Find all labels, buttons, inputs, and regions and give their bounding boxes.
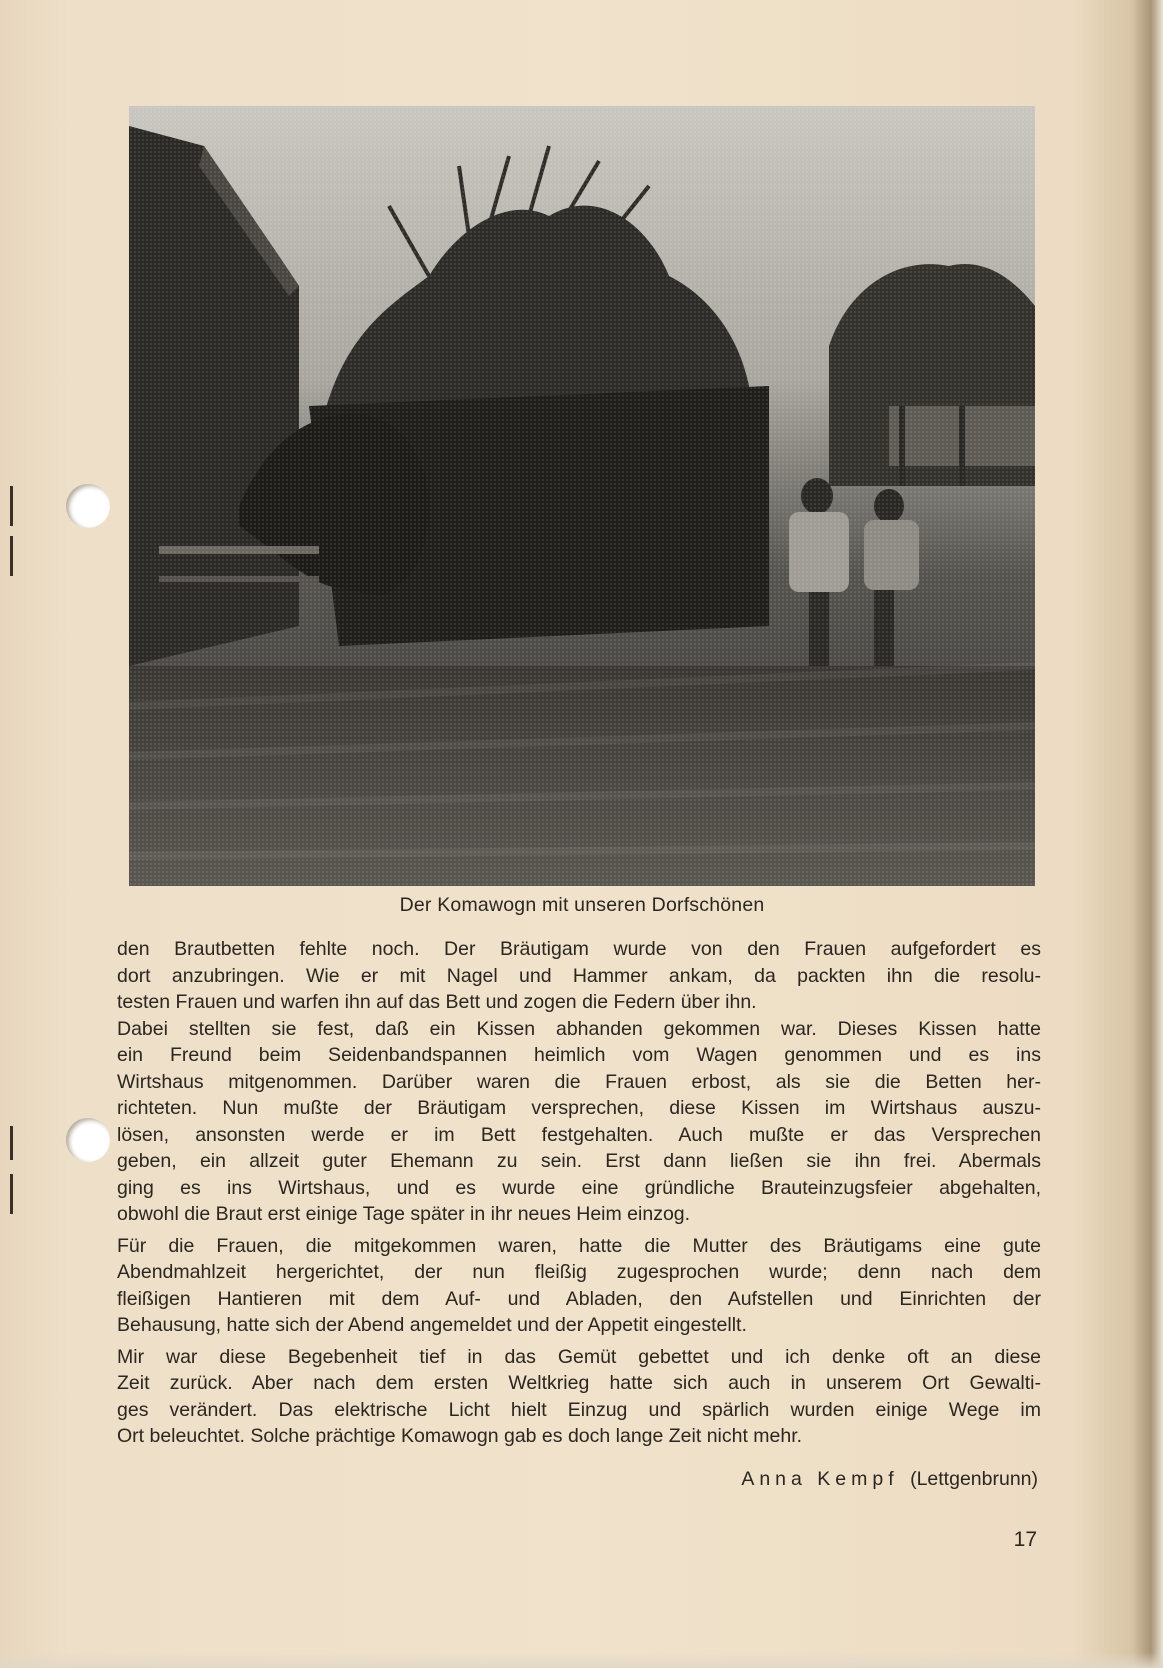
photo-illustration (129, 106, 1035, 886)
author-place: (Lettgenbrunn) (910, 1468, 1038, 1490)
photo-caption: Der Komawogn mit unseren Dorfschönen (399, 894, 765, 916)
author-name: Anna Kempf (741, 1468, 899, 1490)
paragraph (117, 936, 1041, 1228)
binding-mark (10, 536, 13, 576)
text-line: testen Frauen und warfen ihn auf das Bett und zogen die Federn über ihn. (117, 991, 757, 1013)
paragraph (117, 1344, 1041, 1450)
text-line: den Brautbetten fehlte noch. Der Bräutigam wurde von den Frauen aufgefordert es (117, 938, 1041, 960)
text-line: obwohl die Braut erst einige Tage später in ihr neues Heim einzog. (117, 1203, 691, 1225)
halftone-photo (129, 106, 1035, 886)
text-line: Dabei stellten sie fest, daß ein Kissen abhanden gekommen war. Dieses Kissen hatte (117, 1017, 1041, 1040)
binding-mark (10, 1126, 13, 1160)
text-line: lösen, ansonsten werde er im Bett festgehalten. Auch mußte er das Versprechen (117, 1123, 1041, 1146)
paragraph (117, 1233, 1041, 1339)
text-line: Mir war diese Begebenheit tief in das Gemüt gebettet und ich denke oft an diese (117, 1345, 1041, 1368)
binding-mark (10, 486, 13, 526)
text-line: ging es ins Wirtshaus, und es wurde eine gründliche Brauteinzugsfeier abgehalten, (117, 1176, 1041, 1199)
page-edge-bottom (0, 1652, 1163, 1668)
text-line: fleißigen Hantieren mit dem Auf- und Abladen, den Aufstellen und Einrichten der (117, 1287, 1041, 1310)
text-line: ein Freund beim Seidenbandspannen heimlich vom Wagen genommen und es ins (117, 1044, 1041, 1066)
text-line: Behausung, hatte sich der Abend angemeldet und der Appetit eingestellt. (117, 1314, 747, 1336)
text-line: Abendmahlzeit hergerichtet, der nun fleißig zugesprochen wurde; denn nach dem (117, 1261, 1041, 1283)
text-line: ges verändert. Das elektrische Licht hielt Einzug und spärlich wurden einige Wege im (117, 1398, 1041, 1421)
page-edge-shadow (1133, 0, 1163, 1668)
text-line: Zeit zurück. Aber nach dem ersten Weltkrieg hatte sich auch in unserem Ort Gewalti- (117, 1372, 1041, 1394)
binding-mark (10, 1174, 13, 1214)
text-line: dort anzubringen. Wie er mit Nagel und Hammer ankam, da packten ihn die resolu- (117, 964, 1041, 987)
article-body (117, 936, 1041, 1455)
page-number: 17 (1013, 1528, 1037, 1551)
text-line: Für die Frauen, die mitgekommen waren, hatte die Mutter des Bräutigams eine gute (117, 1234, 1041, 1257)
text-line: Ort beleuchtet. Solche prächtige Komawogn gab es doch lange Zeit nicht mehr. (117, 1425, 803, 1447)
punch-hole-bottom (66, 1118, 110, 1162)
text-line: Wirtshaus mitgenommen. Darüber waren die Frauen erbost, als sie die Betten her- (117, 1070, 1041, 1093)
author-signature (741, 1468, 1038, 1491)
text-line: richteten. Nun mußte der Bräutigam versprechen, diese Kissen im Wirtshaus auszu- (117, 1097, 1041, 1119)
punch-hole-top (66, 484, 110, 528)
text-line: geben, ein allzeit guter Ehemann zu sein. Erst dann ließen sie ihn frei. Abermals (117, 1150, 1041, 1172)
